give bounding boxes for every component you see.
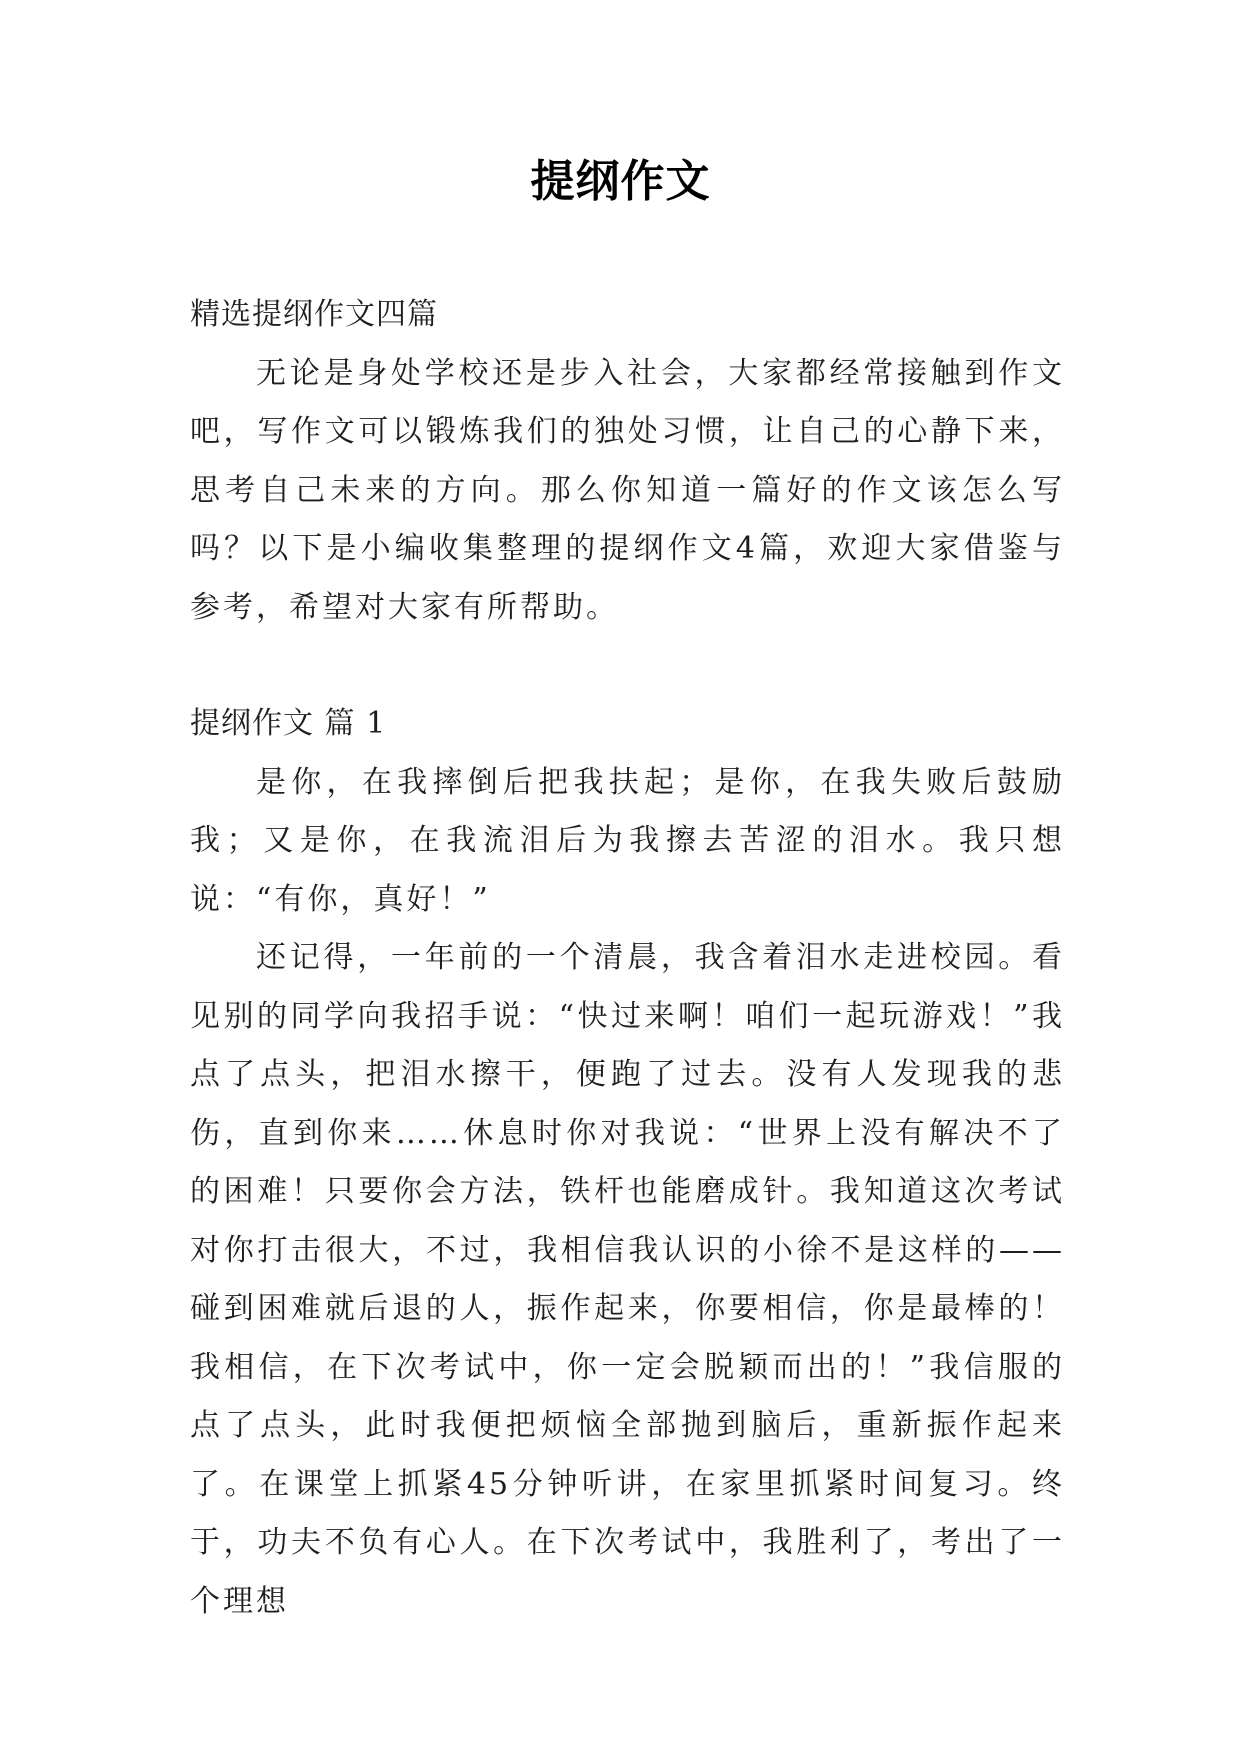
document-body xyxy=(190,286,1065,1631)
section-paragraph: 是你，在我摔倒后把我扶起；是你，在我失败后鼓励我；又是你，在我流泪后为我擦去苦涩的泪水。我只想说：“有你，真好！” xyxy=(190,764,1065,917)
intro-heading: 精选提纲作文四篇 xyxy=(190,297,438,332)
section-heading: 提纲作文 篇 1 xyxy=(190,706,387,741)
section-paragraph: 还记得，一年前的一个清晨，我含着泪水走进校园。看见别的同学向我招手说：“快过来啊！咱们一起玩游戏！”我点了点头，把泪水擦干，便跑了过去。没有人发现我的悲伤，直到你来……休息时你对我说：“世界上没有解决不了的困难！只要你会方法，铁杆也能磨成针。我知道这次考试对你打击很大，不过，我相信我认识的小徐不是这样的——碰到困难就后退的人，振作起来，你要相信，你是最棒的！我相信，在下次考试中，你一定会脱颖而出的！”我信服的点了点头，此时我便把烦恼全部抛到脑后，重新振作起来了。在课堂上抓紧45分钟听讲，在家里抓紧时间复习。终于，功夫不负有心人。在下次考试中，我胜利了，考出了一个理想 xyxy=(190,940,1065,1619)
intro-paragraph: 无论是身处学校还是步入社会，大家都经常接触到作文吧，写作文可以锻炼我们的独处习惯，让自己的心静下来，思考自己未来的方向。那么你知道一篇好的作文该怎么写吗？以下是小编收集整理的提纲作文4篇，欢迎大家借鉴与参考，希望对大家有所帮助。 xyxy=(190,355,1065,625)
section-spacer xyxy=(190,637,1065,695)
document-title: 提纲作文 xyxy=(530,156,711,207)
